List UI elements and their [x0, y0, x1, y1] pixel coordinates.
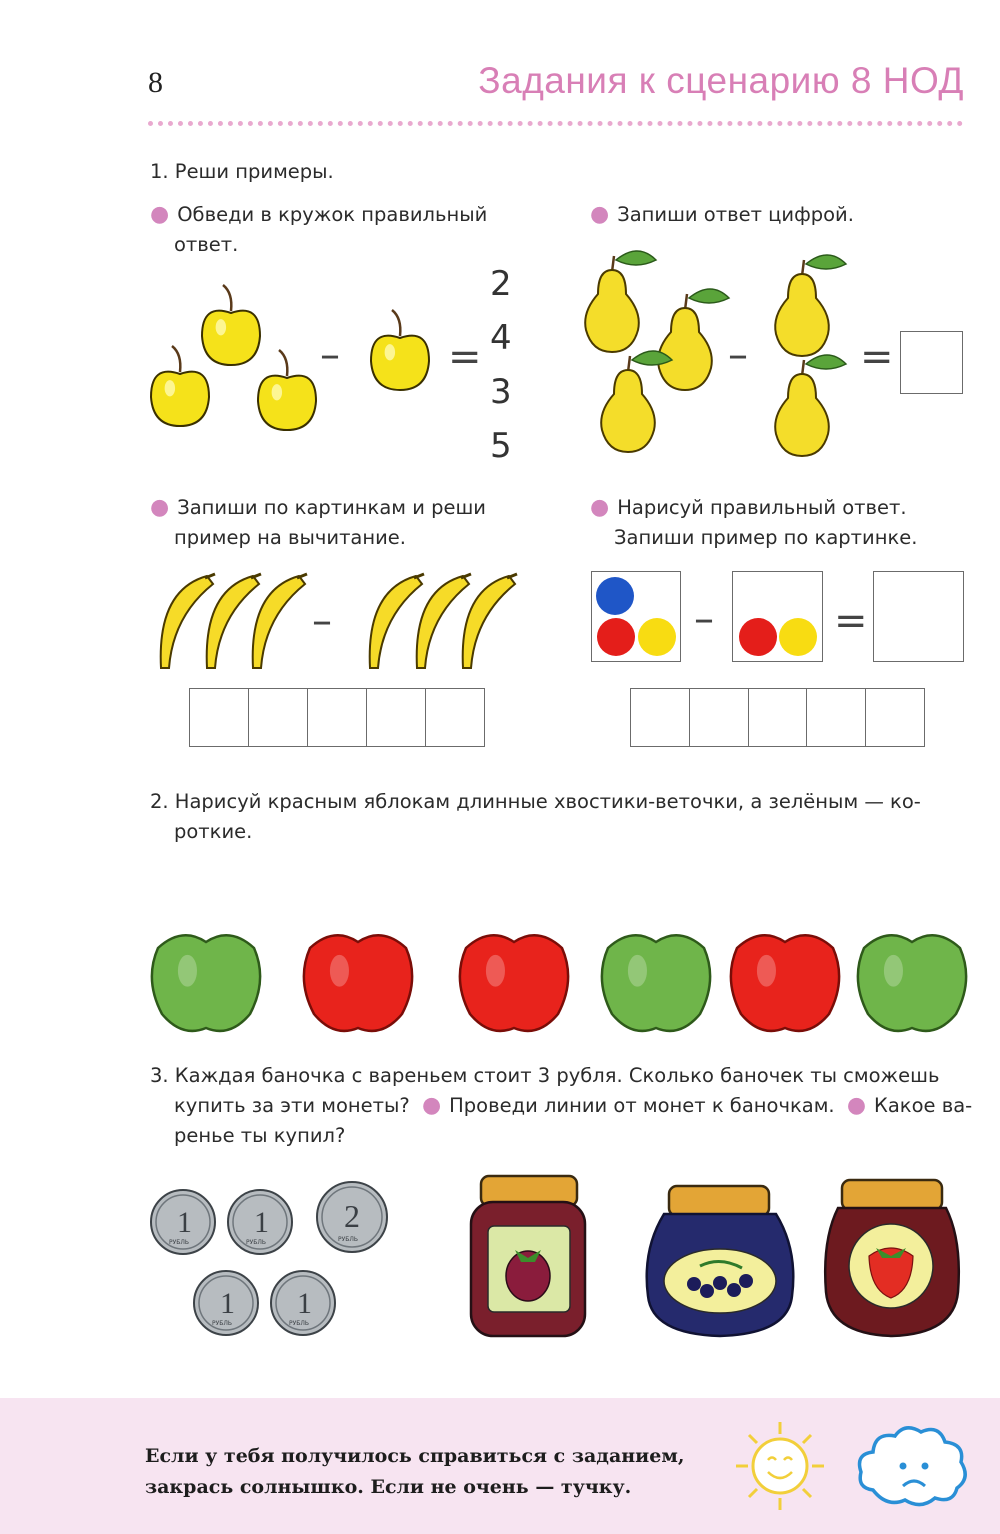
coin-caption: РУБЛЬ — [169, 1239, 190, 1246]
coin-caption: РУБЛЬ — [212, 1320, 233, 1327]
task3-line2c: Какое ва- — [874, 1094, 973, 1117]
page-number: 8 — [148, 66, 163, 99]
bullet-icon: ● — [590, 495, 610, 520]
answer-option[interactable]: 3 — [490, 372, 512, 412]
equals-sign: = — [448, 334, 482, 380]
task1a-line1: Обведи в кружок правильный — [177, 203, 488, 226]
task3-line1: 3. Каждая баночка с вареньем стоит 3 рубля. Сколько баночек ты сможешь — [150, 1064, 940, 1087]
coin-value: 2 — [344, 1198, 360, 1234]
bullet-icon: ● — [590, 202, 610, 227]
task1c-line1: Запиши по картинкам и реши — [177, 496, 486, 519]
task3-line2a: купить за эти монеты? — [174, 1094, 410, 1117]
task2-line2: роткие. — [174, 820, 253, 843]
cloud-icon[interactable] — [860, 1428, 966, 1505]
answer-option[interactable]: 5 — [490, 426, 512, 466]
footer-line2: закрась солнышко. Если не очень — тучку. — [145, 1476, 632, 1498]
coin-value: 1 — [220, 1287, 235, 1320]
coin-caption: РУБЛЬ — [338, 1236, 359, 1243]
answer-option[interactable]: 2 — [490, 264, 512, 304]
answer-option[interactable]: 4 — [490, 318, 512, 358]
equals-sign: = — [834, 598, 868, 644]
task1b-line: Запиши ответ цифрой. — [617, 203, 854, 226]
task1d-line2: Запиши пример по картинке. — [614, 526, 918, 549]
task1c-line2: пример на вычитание. — [174, 526, 406, 549]
minus-sign: – — [728, 332, 748, 378]
footer-line1: Если у тебя получилось справиться с заданием, — [145, 1445, 685, 1467]
bullet-icon: ● — [421, 1093, 442, 1118]
coin-value: 1 — [177, 1206, 192, 1239]
task1a-line2: ответ. — [174, 233, 239, 256]
task1d-line1: Нарисуй правильный ответ. — [617, 496, 907, 519]
coin-caption: РУБЛЬ — [246, 1239, 267, 1246]
bullet-icon: ● — [846, 1093, 867, 1118]
coin-caption: РУБЛЬ — [289, 1320, 310, 1327]
bullet-icon: ● — [150, 202, 170, 227]
coin-value: 1 — [297, 1287, 312, 1320]
sun-icon[interactable] — [736, 1422, 824, 1510]
task3-line2b: Проведи линии от монет к баночкам. — [449, 1094, 835, 1117]
coin-value: 1 — [254, 1206, 269, 1239]
minus-sign: – — [312, 598, 332, 644]
task3-line3: ренье ты купил? — [174, 1124, 346, 1147]
minus-sign: – — [320, 332, 340, 378]
page-title: Задания к сценарию 8 НОД — [478, 60, 964, 101]
equals-sign: = — [860, 334, 894, 380]
task2-line1: 2. Нарисуй красным яблокам длинные хвостики-веточки, а зелёным — ко- — [150, 790, 921, 813]
task1-heading: 1. Реши примеры. — [150, 160, 334, 183]
minus-sign: – — [694, 596, 714, 642]
bullet-icon: ● — [150, 495, 170, 520]
